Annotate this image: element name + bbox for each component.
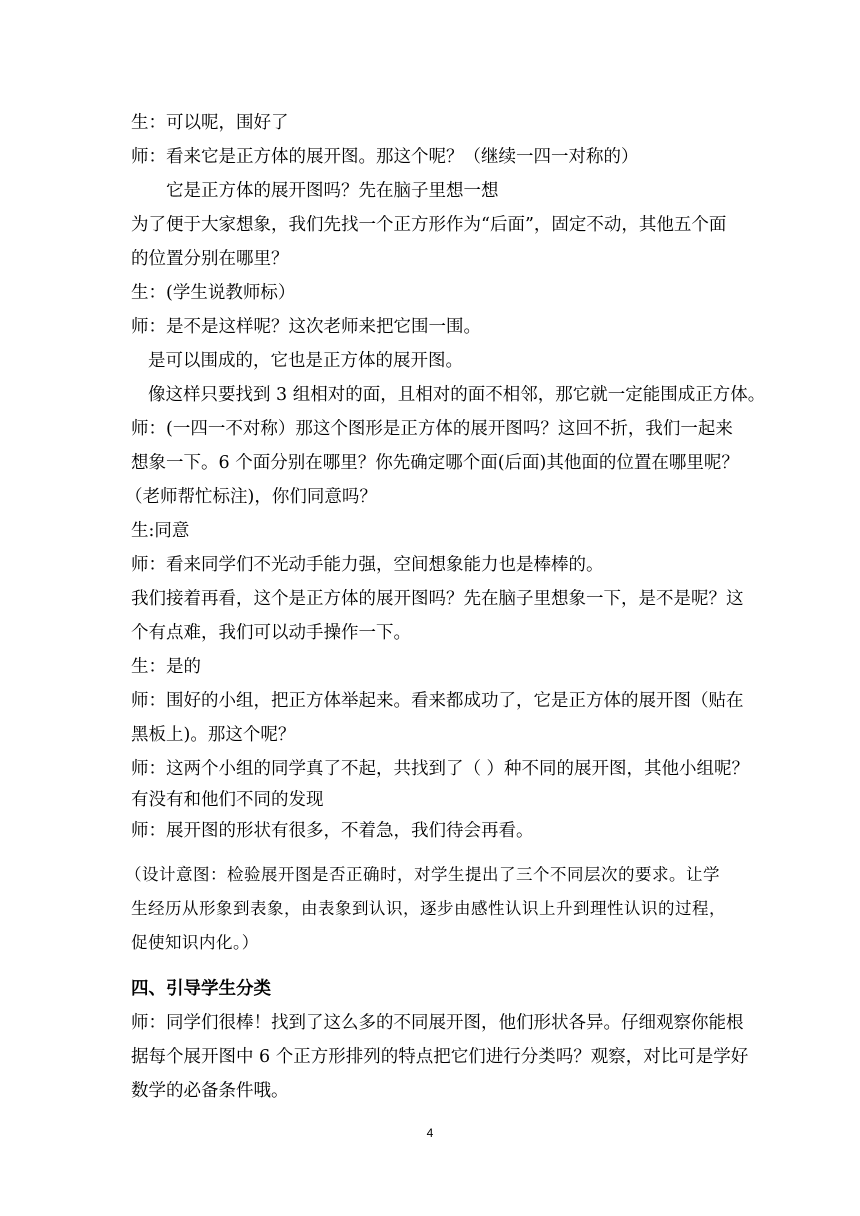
design-intent-note [125, 858, 735, 960]
section-paragraph-line: 师：同学们很棒！找到了这么多的不同展开图，他们形状各异。仔细观察你能根 [131, 1013, 744, 1033]
dialogue-line: 它是正方体的展开图吗？先在脑子里想一想 [166, 181, 499, 201]
dialogue-line: 生：是的 [131, 657, 201, 677]
dialogue-line: 想象一下。6 个面分别在哪里？你先确定哪个面(后面)其他面的位置在哪里呢？ [131, 453, 739, 473]
dialogue-line: 师：看来同学们不光动手能力强，空间想象能力也是棒棒的。 [131, 555, 604, 575]
dialogue-line: 生：(学生说教师标） [131, 283, 296, 303]
section-heading: 四、引导学生分类 [131, 979, 271, 999]
dialogue-line: 师：围好的小组，把正方体举起来。看来都成功了，它是正方体的展开图（贴在 [131, 691, 744, 711]
dialogue-line: 师：是不是这样呢？这次老师来把它围一围。 [131, 317, 481, 337]
page-content [125, 106, 766, 1108]
dialogue-line: 个有点难，我们可以动手操作一下。 [131, 623, 411, 643]
dialogue-line: 师：这两个小组的同学真了不起，共找到了（ ）种不同的展开图，其他小组呢？ [131, 759, 750, 779]
dialogue-line: 为了便于大家想象，我们先找一个正方形作为“后面”，固定不动，其他五个面 [131, 215, 727, 235]
dialogue-line: 像这样只要找到 3 组相对的面，且相对的面不相邻，那它就一定能围成正方体。 [148, 385, 766, 405]
dialogue-line: （老师帮忙标注)，你们同意吗？ [125, 487, 377, 507]
design-note-line: （设计意图：检验展开图是否正确时，对学生提出了三个不同层次的要求。让学 [125, 865, 720, 884]
dialogue-line: 生：可以呢，围好了 [131, 113, 289, 133]
section-paragraph-line: 据每个展开图中 6 个正方形排列的特点把它们进行分类吗？观察，对比可是学好 [131, 1047, 749, 1067]
design-note-line: 生经历从形象到表象，由表象到认识，逐步由感性认识上升到理性认识的过程， [131, 899, 726, 918]
page-number: 4 [426, 1126, 434, 1140]
section-paragraph-line: 数学的必备条件哦。 [131, 1081, 289, 1101]
dialogue-line: 是可以围成的，它也是正方体的展开图。 [148, 351, 463, 371]
dialogue-line: 师：(一四一不对称）那这个图形是正方体的展开图吗？这回不折，我们一起来 [131, 419, 733, 439]
dialogue-line: 生:同意 [131, 521, 190, 541]
dialogue-line: 黑板上)。那这个呢？ [131, 725, 296, 745]
dialogue-line: 师：看来它是正方体的展开图。那这个呢？（继续一四一对称的） [131, 147, 639, 167]
design-note-line: 促使知识内化。） [131, 933, 259, 952]
dialogue-line: 有没有和他们不同的发现 [131, 790, 324, 810]
dialogue-line: 我们接着再看，这个是正方体的展开图吗？先在脑子里想象一下，是不是呢？这 [131, 589, 744, 609]
dialogue-line: 的位置分别在哪里？ [131, 249, 289, 269]
dialogue-line: 师：展开图的形状有很多，不着急，我们待会再看。 [131, 821, 534, 841]
